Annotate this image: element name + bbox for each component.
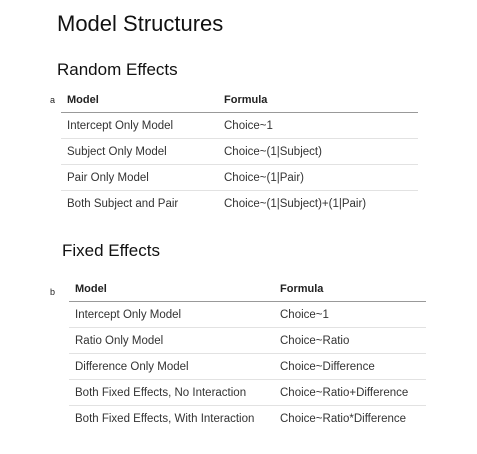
formula-cell: Choice~Difference	[274, 354, 426, 380]
model-cell: Intercept Only Model	[69, 302, 274, 328]
model-cell: Ratio Only Model	[69, 328, 274, 354]
random-effects-table	[61, 88, 418, 216]
table-row	[61, 191, 418, 217]
formula-cell: Choice~(1|Subject)+(1|Pair)	[224, 197, 367, 210]
table-row	[69, 406, 426, 432]
table-header-row	[69, 277, 426, 302]
table-header-row	[61, 88, 418, 113]
formula-cell: Choice~1	[218, 113, 418, 139]
column-header-formula: Formula	[274, 277, 426, 302]
model-cell: Both Fixed Effects, With Interaction	[75, 412, 255, 425]
column-header-model: Model	[61, 88, 218, 113]
random-effects-title: Random Effects	[57, 60, 178, 79]
model-cell: Subject Only Model	[61, 139, 218, 165]
column-header-model: Model	[69, 277, 274, 302]
model-cell: Both Subject and Pair	[67, 197, 179, 210]
table-row	[69, 380, 426, 406]
model-cell: Intercept Only Model	[61, 113, 218, 139]
table-row	[69, 302, 426, 328]
formula-cell: Choice~1	[274, 302, 426, 328]
formula-cell: Choice~(1|Subject)	[218, 139, 418, 165]
table-row	[61, 113, 418, 139]
formula-cell: Choice~Ratio+Difference	[274, 380, 426, 406]
panel-label-b: b	[50, 287, 56, 297]
panel-label-a: a	[50, 95, 56, 105]
column-header-formula: Formula	[218, 88, 418, 113]
table-row	[69, 328, 426, 354]
table-row	[61, 139, 418, 165]
formula-cell: Choice~(1|Pair)	[218, 165, 418, 191]
page-title: Model Structures	[57, 11, 224, 36]
fixed-effects-title: Fixed Effects	[62, 241, 160, 260]
formula-cell: Choice~Ratio*Difference	[280, 412, 407, 425]
model-cell: Difference Only Model	[69, 354, 274, 380]
formula-cell: Choice~Ratio	[274, 328, 426, 354]
fixed-effects-table	[69, 277, 426, 431]
table-row	[61, 165, 418, 191]
model-cell: Pair Only Model	[61, 165, 218, 191]
model-cell: Both Fixed Effects, No Interaction	[69, 380, 274, 406]
table-row	[69, 354, 426, 380]
